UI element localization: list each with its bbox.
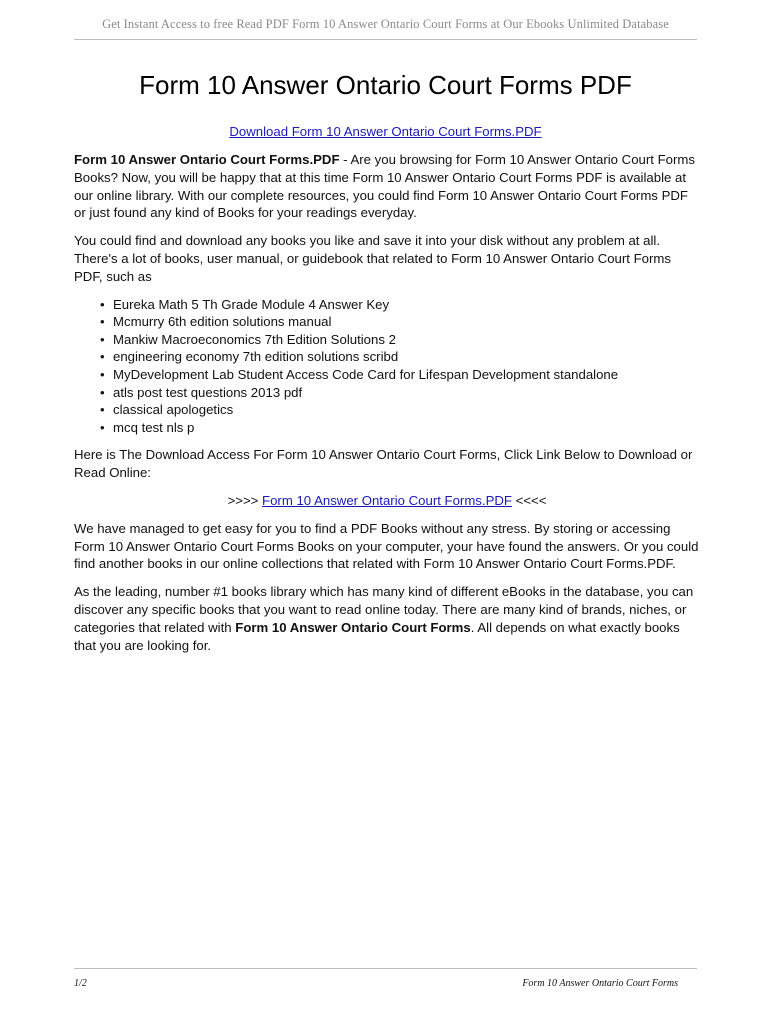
list-item: • Mankiw Macroeconomics 7th Edition Solutions 2 bbox=[113, 331, 700, 349]
leading-text-before: As the leading, number #1 books library which has many kind of different eBooks in the database, you can discover any specific books that you want to read online today. There are many kind of brands, niches, or categories that related with bbox=[74, 584, 694, 635]
access-suffix: <<<< bbox=[511, 492, 547, 508]
intro-text: - Are you browsing for Form 10 Answer Ontario Court Forms Books? Now, you will be happy that at this time Form 10 Answer Ontario Court Forms PDF is available at our online library. With our complete resources, you could find Form 10 Answer Ontario Court Forms PDF or just found any kind of Books for your readings everyday. bbox=[74, 152, 695, 221]
list-item: • atls post test questions 2013 pdf bbox=[113, 384, 700, 402]
footer-title: Form 10 Answer Ontario Court Forms bbox=[522, 978, 678, 989]
access-line bbox=[74, 492, 700, 510]
list-item: • mcq test nls p bbox=[113, 419, 700, 437]
list-item: • classical apologetics bbox=[113, 401, 700, 419]
paragraph-leading-library bbox=[74, 583, 700, 654]
intro-bold-lead: Form 10 Answer Ontario Court Forms.PDF bbox=[74, 152, 340, 167]
footer-page-number: 1/2 bbox=[74, 978, 87, 989]
intro-paragraph bbox=[74, 151, 700, 222]
download-link-container bbox=[74, 124, 697, 139]
related-books-list bbox=[74, 296, 700, 437]
access-prefix: >>>> bbox=[227, 492, 263, 508]
footer-divider bbox=[74, 968, 697, 969]
leading-text-after: . All depends on what exactly books that you are looking for. bbox=[74, 619, 680, 653]
list-item: • MyDevelopment Lab Student Access Code Card for Lifespan Development standalone bbox=[113, 366, 700, 384]
list-item: • Mcmurry 6th edition solutions manual bbox=[113, 313, 700, 331]
list-item: • engineering economy 7th edition solutions scribd bbox=[113, 348, 700, 366]
access-link[interactable]: Form 10 Answer Ontario Court Forms.PDF bbox=[262, 492, 512, 508]
header-divider bbox=[74, 39, 697, 40]
paragraph-related-books: You could find and download any books you like and save it into your disk without any problem at all. There's a lot of books, user manual, or guidebook that related to Form 10 Answer Ontario Court Forms PDF, such as bbox=[74, 233, 671, 284]
list-item: • Eureka Math 5 Th Grade Module 4 Answer Key bbox=[113, 296, 700, 314]
page-title: Form 10 Answer Ontario Court Forms PDF bbox=[139, 70, 632, 100]
main-content bbox=[74, 151, 700, 664]
paragraph-managed: We have managed to get easy for you to find a PDF Books without any stress. By storing or accessing Form 10 Answer Ontario Court Forms Books on your computer, your have found the answers. Or you could find another books in our online collections that related with Form 10 Answer Ontario Court Forms.PDF. bbox=[74, 520, 699, 572]
leading-text-bold: Form 10 Answer Ontario Court Forms bbox=[235, 619, 471, 635]
page-header: Get Instant Access to free Read PDF Form 10 Answer Ontario Court Forms at Our Ebooks Unlimited Database bbox=[102, 17, 669, 31]
download-link[interactable]: Download Form 10 Answer Ontario Court Forms.PDF bbox=[229, 124, 542, 139]
paragraph-download-access: Here is The Download Access For Form 10 Answer Ontario Court Forms, Click Link Below to Download or Read Online: bbox=[74, 447, 693, 481]
